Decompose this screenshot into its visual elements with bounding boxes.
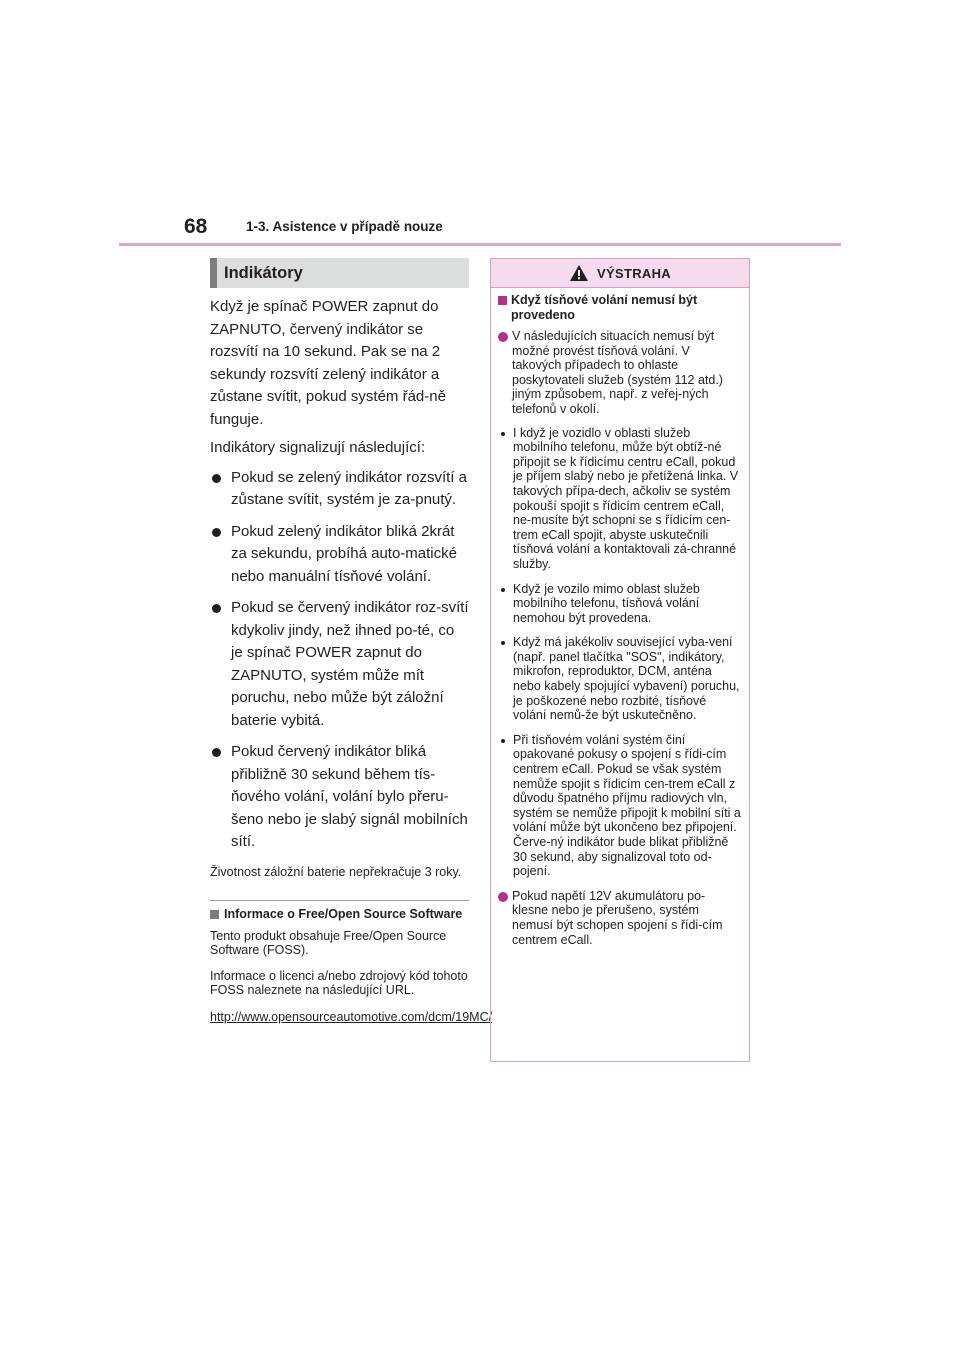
indicator-bullets xyxy=(210,467,469,854)
warning-item-text: Když má jakékoliv související vyba-vení (např. panel tlačítka "SOS", indikátory, mikrofon, reproduktor, DCM, anténa nebo kabely spojující vybavení) poruchu, je poškozené nebo rozbité, tísňové volání nemů-že být uskutečněno. xyxy=(513,635,740,723)
warning-item-text: V následujících situacích nemusí být možné provést tísňová volání. V takových případech to ohlaste poskytovateli služeb (systém 112 atd.) jiným způsobem, např. z veřej-ných telefonů v okolí. xyxy=(512,329,723,416)
bullet-text: Pokud červený indikátor bliká přibližně 30 sekund během tís-ňového volání, volání bylo přeru-šeno nebo je slabý signál mobilních sítí. xyxy=(231,743,468,850)
warning-box xyxy=(490,258,750,1062)
page-number: 68 xyxy=(184,215,208,238)
list-item xyxy=(498,426,741,572)
foss-heading-text: Informace o Free/Open Source Software xyxy=(224,906,463,921)
indicators-heading-label: Indikátory xyxy=(224,263,303,282)
list-item xyxy=(210,597,469,732)
header-rule xyxy=(119,243,841,246)
square-bullet-icon xyxy=(210,910,219,919)
list-item xyxy=(498,733,741,879)
bullet-text: Pokud se červený indikátor roz-svítí kdykoliv jindy, než ihned po-té, co je spínač POWER zapnut do ZAPNUTO, systém může mít poruchu, nebo může být záložní baterie vybitá. xyxy=(231,599,469,729)
foss-url-link[interactable]: http://www.opensourceautomotive.com/dcm/19MC/ xyxy=(210,1009,493,1024)
warning-body xyxy=(491,288,749,947)
warning-header xyxy=(491,259,749,288)
bullet-text: Pokud zelený indikátor bliká 2krát za sekundu, probíhá auto-matické nebo manuální tísňové volání. xyxy=(231,522,457,585)
circle-bullet-icon xyxy=(498,332,508,342)
dot-bullet-icon xyxy=(501,641,505,645)
bullet-icon xyxy=(212,748,221,757)
list-item xyxy=(498,329,741,417)
warning-item-text: Když je vozilo mimo oblast služeb mobilního telefonu, tísňová volání nemohou být provedena. xyxy=(513,581,700,625)
divider xyxy=(210,900,469,901)
warning-item-text: Při tísňovém volání systém činí opakované pokusy o spojení s řídi-cím centrem eCall. Pokud se však systém nemůže spojit s řídicím cen-trem eCall z důvodu špatného příjmu radiových vln, systém se nemůže připojit k mobilní síti a volání může být ukončeno bez připojení. Červe-ný indikátor bude blikat přibližně 30 sekund, aby signalizoval toto od-pojení. xyxy=(513,732,741,879)
square-bullet-icon xyxy=(498,296,507,305)
list-item xyxy=(210,741,469,854)
dot-bullet-icon xyxy=(501,432,505,436)
list-item xyxy=(498,889,741,947)
warning-item-text: I když je vozidlo v oblasti služeb mobilního telefonu, může být obtíž-né připojit se k řídicímu centru eCall, pokud je příjem slabý nebo je přetížená linka. V takových přípa-dech, ačkoliv se systém pokouší spojit s řídicím centrem eCall, ne-musíte být schopni se s řídicím cen-trem eCall spojit, abyste uskutečnili tísňová volání a kontaktovali zá-chranné služby. xyxy=(513,425,739,571)
foss-heading xyxy=(210,907,469,922)
list-item xyxy=(210,521,469,589)
indicators-heading xyxy=(210,258,469,288)
bullet-text: Pokud se zelený indikátor rozsvítí a zůstane svítit, systém je za-pnutý. xyxy=(231,468,467,508)
warning-title: VÝSTRAHA xyxy=(597,265,671,281)
intro-paragraph: Když je spínač POWER zapnut do ZAPNUTO, červený indikátor se rozsvítí na 10 sekund. Pak se na 2 sekundy rozsvítí zelený indikátor a zůstane svítit, pokud systém řád-ně funguje. xyxy=(210,298,446,428)
dot-bullet-icon xyxy=(501,739,505,743)
foss-paragraph-1: Tento produkt obsahuje Free/Open Source Software (FOSS). xyxy=(210,928,447,957)
section-title: 1-3. Asistence v případě nouze xyxy=(246,219,443,234)
indicators-intro: Indikátory signalizují následující: xyxy=(210,439,426,456)
bullet-icon xyxy=(212,604,221,613)
list-item xyxy=(498,635,741,723)
warning-subheading-text: Když tísňové volání nemusí být provedeno xyxy=(511,293,698,322)
left-column xyxy=(210,258,493,1036)
bullet-icon xyxy=(212,474,221,483)
circle-bullet-icon xyxy=(498,892,508,902)
battery-note: Životnost záložní baterie nepřekračuje 3 roky. xyxy=(210,864,462,879)
list-item xyxy=(498,582,741,626)
bullet-icon xyxy=(212,528,221,537)
warning-subheading xyxy=(498,293,741,323)
foss-paragraph-2: Informace o licenci a/nebo zdrojový kód tohoto FOSS naleznete na následující URL. xyxy=(210,969,468,997)
dot-bullet-icon xyxy=(501,588,505,592)
warning-triangle-icon xyxy=(569,264,589,282)
list-item xyxy=(210,467,469,512)
warning-item-text: Pokud napětí 12V akumulátoru po-klesne nebo je přerušeno, systém nemusí být schopen spojení s řídi-cím centrem eCall. xyxy=(512,888,723,947)
